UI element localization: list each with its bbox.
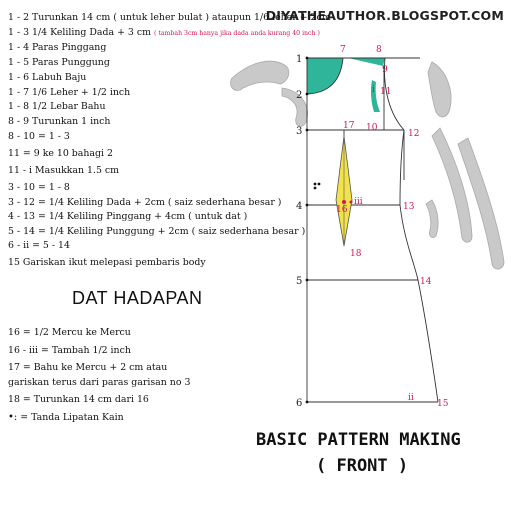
instruction-note: ( tambah 3cm hanya jika dada anda kurang 40 inch )	[154, 30, 320, 37]
pt-6	[306, 401, 309, 404]
instruction-item: 8 - 9 Turunkan 1 inch	[8, 116, 111, 127]
instruction-item: 5 - 14 = 1/4 Keliling Punggung + 2cm ( saiz sederhana besar )	[8, 226, 306, 237]
instruction-item: 11 = 9 ke 10 bahagi 2	[8, 148, 113, 159]
label-14: 14	[420, 277, 432, 287]
instruction-item: 15 Gariskan ikut melepasi pembaris body	[8, 257, 206, 268]
label-18: 18	[350, 249, 362, 259]
label-13: 13	[403, 202, 415, 212]
note-item: 17 = Bahu ke Mercu + 2 cm atau	[8, 362, 168, 373]
instruction-item: 3 - 12 = 1/4 Keliling Dada + 2cm ( saiz sederhana besar )	[8, 197, 282, 208]
label-9: 9	[382, 65, 388, 75]
label-1: 1	[296, 54, 303, 65]
label-ii: ii	[408, 393, 414, 403]
diagram-title: BASIC PATTERN MAKING	[256, 430, 461, 450]
instruction-item: 1 - 5 Paras Punggung	[8, 57, 110, 68]
label-12: 12	[408, 129, 420, 139]
label-3: 3	[296, 126, 303, 137]
pt-3	[306, 129, 309, 132]
ruler-small-curve	[426, 200, 438, 238]
label-5: 5	[296, 276, 303, 287]
instruction-item: 1 - 4 Paras Pinggang	[8, 42, 107, 53]
pt-1	[306, 57, 309, 60]
label-6: 6	[296, 398, 303, 409]
pt-4	[306, 204, 309, 207]
label-iii: iii	[354, 197, 363, 207]
label-15: 15	[437, 399, 449, 409]
ruler-curve-small	[282, 88, 308, 126]
pt-2	[306, 93, 309, 96]
neckline-fill	[307, 58, 343, 94]
label-16: 16	[336, 205, 348, 215]
side-seam	[400, 130, 438, 402]
label-i: i	[372, 85, 375, 95]
label-11: 11	[380, 87, 392, 97]
diagram-subtitle: ( FRONT )	[316, 456, 409, 476]
label-10: 10	[366, 123, 378, 133]
dart-point-b	[350, 201, 353, 204]
fold-legend: •: = Tanda Lipatan Kain	[8, 412, 124, 423]
instruction-item: 3 - 10 = 1 - 8	[8, 182, 70, 193]
instruction-item: 8 - 10 = 1 - 3	[8, 131, 70, 142]
instruction-item: 6 - ii = 5 - 14	[8, 240, 70, 251]
instruction-item: 11 - i Masukkan 1.5 cm	[8, 165, 120, 176]
fold-symbol: •:	[8, 412, 18, 423]
label-7: 7	[340, 45, 346, 55]
dart-point	[342, 200, 346, 204]
ruler-curve-top	[230, 61, 288, 90]
label-4: 4	[296, 201, 303, 212]
fold-mark	[314, 183, 321, 190]
label-8: 8	[376, 45, 382, 55]
note-item: 16 = 1/2 Mercu ke Mercu	[8, 327, 131, 338]
note-item: 18 = Turunkan 14 cm dari 16	[8, 394, 149, 405]
shoulder-fill	[348, 58, 385, 66]
ruler-french-curve	[428, 62, 451, 117]
instruction-item: 1 - 3 1/4 Keliling Dada + 3 cm ( tambah 3cm hanya jika dada anda kurang 40 inch )	[8, 27, 320, 38]
note-item: 16 - iii = Tambah 1/2 inch	[8, 345, 131, 356]
instruction-item: 1 - 2 Turunkan 14 cm ( untuk leher bulat ) ataupun 1/6 leher + 2cm	[8, 12, 331, 23]
instruction-item: 1 - 6 Labuh Baju	[8, 72, 87, 83]
label-2: 2	[296, 90, 303, 101]
note-item: gariskan terus dari paras garisan no 3	[8, 377, 191, 388]
instruction-item: 1 - 7 1/6 Leher + 1/2 inch	[8, 87, 131, 98]
instruction-item: 1 - 8 1/2 Lebar Bahu	[8, 101, 106, 112]
instruction-item: 4 - 13 = 1/4 Keliling Pinggang + 4cm ( untuk dat )	[8, 211, 248, 222]
label-17: 17	[343, 121, 355, 131]
pt-5	[306, 279, 309, 282]
blog-url: DIYATHEAUTHOR.BLOGSPOT.COM	[265, 8, 504, 23]
section-title: DAT HADAPAN	[72, 288, 203, 308]
